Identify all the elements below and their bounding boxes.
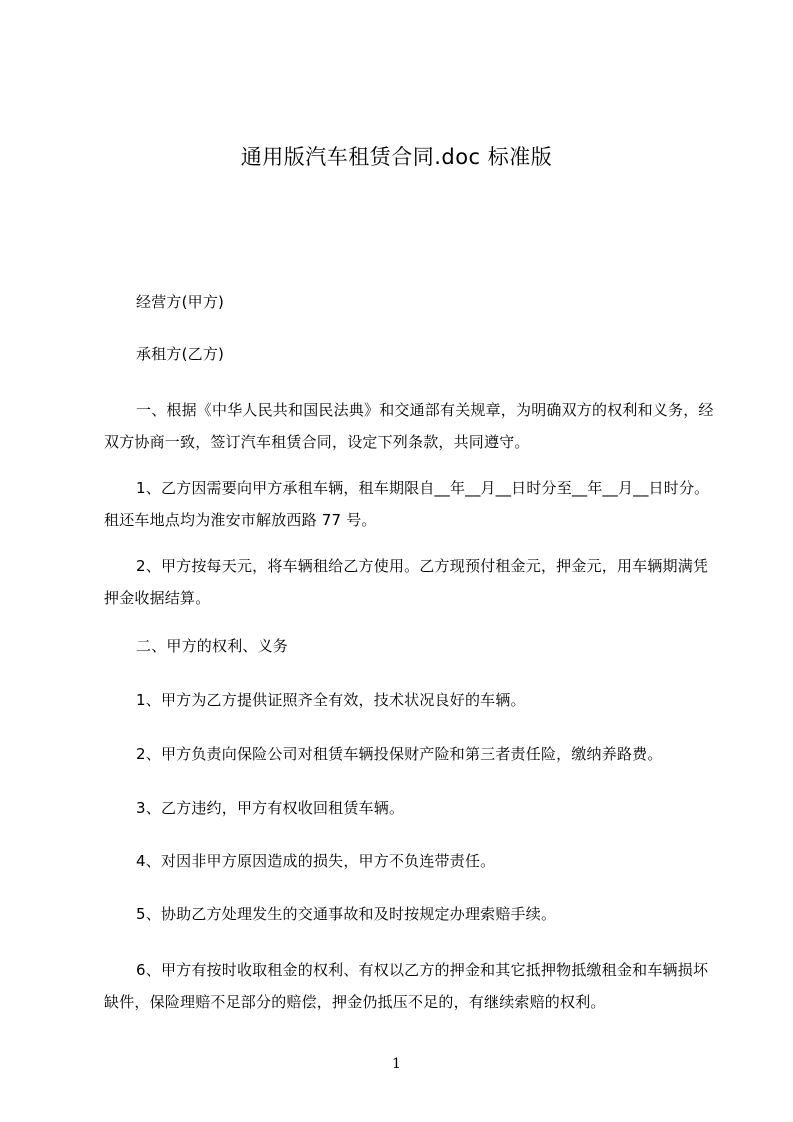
paragraph-clause-2-5: 5、协助乙方处理发生的交通事故和及时按规定办理索赔手续。 xyxy=(136,905,557,923)
document-title: 通用版汽车租赁合同.doc 标准版 xyxy=(240,145,553,169)
paragraph-party-b: 承租方(乙方) xyxy=(136,345,225,363)
paragraph-clause-1-1: 1、乙方因需要向甲方承租车辆，租车期限自__年__月__日时分至__年__月__日时分。租还车地点均为淮安市解放西路 77 号。 xyxy=(104,479,710,529)
paragraph-party-a: 经营方(甲方) xyxy=(136,293,225,311)
paragraph-clause-2-4: 4、对因非甲方原因造成的损失，甲方不负连带责任。 xyxy=(136,852,496,870)
paragraph-section-2-heading: 二、甲方的权利、义务 xyxy=(136,637,289,655)
paragraph-clause-1-2: 2、甲方按每天元，将车辆租给乙方使用。乙方现预付租金元，押金元，用车辆期满凭押金收据结算。 xyxy=(104,557,709,607)
paragraph-section-1: 一、根据《中华人民共和国民法典》和交通部有关规章，为明确双方的权利和义务，经双方协商一致，签订汽车租赁合同，设定下列条款，共同遵守。 xyxy=(104,401,714,451)
page-number: 1 xyxy=(392,1056,401,1072)
paragraph-clause-2-2: 2、甲方负责向保险公司对租赁车辆投保财产险和第三者责任险，缴纳养路费。 xyxy=(136,745,663,763)
paragraph-clause-2-1: 1、甲方为乙方提供证照齐全有效，技术状况良好的车辆。 xyxy=(136,691,526,709)
paragraph-clause-2-3: 3、乙方违约，甲方有权收回租赁车辆。 xyxy=(136,799,405,817)
paragraph-clause-2-6: 6、甲方有按时收取租金的权利、有权以乙方的押金和其它抵押物抵缴租金和车辆损坏缺件，保险理赔不足部分的赔偿，押金仍抵压不足的，有继续索赔的权利。 xyxy=(104,961,709,1011)
